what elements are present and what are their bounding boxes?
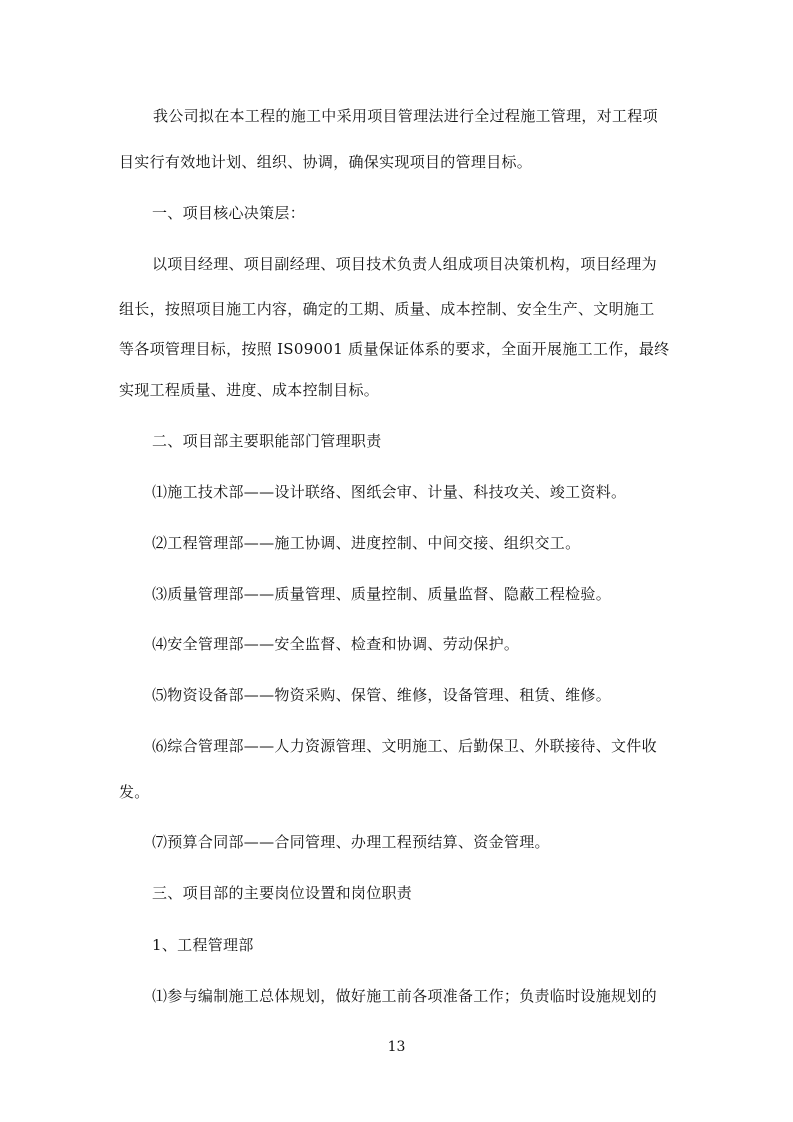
text-line: 发。 [119, 783, 150, 801]
list-item: ⑴施工技术部——设计联络、图纸会审、计量、科技攻关、竣工资料。 [152, 483, 627, 501]
list-item: ⑴参与编制施工总体规划，做好施工前各项准备工作；负责临时设施规划的 [152, 987, 657, 1005]
section-heading: 二、项目部主要职能部门管理职责 [152, 432, 382, 450]
text-line: 以项目经理、项目副经理、项目技术负责人组成项目决策机构，项目经理为 [152, 255, 657, 273]
list-item: ⑹综合管理部——人力资源管理、文明施工、后勤保卫、外联接待、文件收 [152, 737, 657, 755]
section-heading: 一、项目核心决策层： [152, 204, 306, 222]
text-line: 我公司拟在本工程的施工中采用项目管理法进行全过程施工管理，对工程项 [153, 107, 658, 125]
list-item: ⑵工程管理部——施工协调、进度控制、中间交接、组织交工。 [152, 534, 581, 552]
text-line: 目实行有效地计划、组织、协调，确保实现项目的管理目标。 [119, 153, 533, 171]
list-item: ⑺预算合同部——合同管理、办理工程预结算、资金管理。 [152, 833, 550, 851]
text-line: 实现工程质量、进度、成本控制目标。 [119, 381, 380, 399]
list-item: ⑸物资设备部——物资采购、保管、维修，设备管理、租赁、维修。 [152, 686, 612, 704]
subsection-heading: 1、工程管理部 [152, 936, 254, 954]
list-item: ⑷安全管理部——安全监督、检查和协调、劳动保护。 [152, 635, 520, 653]
list-item: ⑶质量管理部——质量管理、质量控制、质量监督、隐蔽工程检验。 [152, 585, 612, 603]
text-line: 等各项管理目标，按照 IS09001 质量保证体系的要求，全面开展施工工作，最终 [119, 340, 670, 358]
section-heading: 三、项目部的主要岗位设置和岗位职责 [152, 884, 413, 902]
page-number: 13 [387, 1039, 406, 1055]
text-line: 组长，按照项目施工内容，确定的工期、质量、成本控制、安全生产、文明施工 [119, 300, 655, 318]
